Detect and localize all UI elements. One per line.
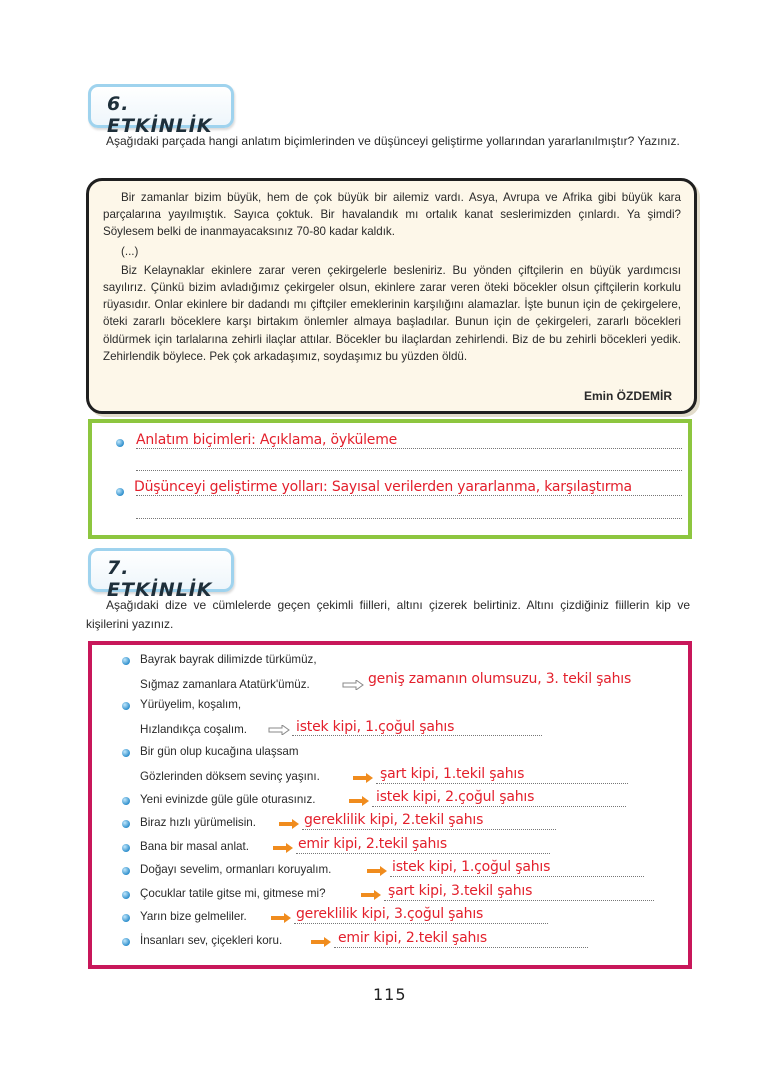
bullet-icon <box>122 820 130 828</box>
activity-6-title: 6. ETKİNLİK <box>107 93 213 137</box>
answer-line <box>294 923 548 924</box>
answer-line <box>390 876 644 877</box>
arrow-icon <box>352 773 374 783</box>
arrow-icon <box>360 890 382 900</box>
sentence: Biraz hızlı yürümelisin. <box>140 816 256 829</box>
sentence: Bana bir masal anlat. <box>140 840 249 853</box>
answer-line <box>372 806 626 807</box>
answer-item-9: gereklilik kipi, 3.çoğul şahıs <box>296 906 484 922</box>
arrow-icon <box>272 843 294 853</box>
bullet-icon <box>122 867 130 875</box>
passage-paragraph-1: Bir zamanlar bizim büyük, hem de çok büyük bir ailemiz vardı. Asya, Avrupa ve Afrika gibi büyük kara parçalarına yayılmıştık. Sayıca çoktuk. Bir havalandık mı ortalık kanat seslerimizden çınlardı. Ya şimdi? Söylesem belki de inanmayacaksınız 70-80 kadar kaldık. <box>103 191 681 239</box>
bullet-icon <box>122 749 130 757</box>
activity-7-answer-box <box>88 641 692 969</box>
sentence: İnsanları sev, çiçekleri koru. <box>140 934 283 947</box>
answer-item-7: istek kipi, 1.çoğul şahıs <box>392 859 551 875</box>
activity-6-badge <box>88 84 234 137</box>
arrow-icon <box>270 913 292 923</box>
answer-line <box>384 900 654 901</box>
activity-6-instruction: Aşağıdaki parçada hangi anlatım biçimlerinden ve düşünceyi geliştirme yollarından yararlanılmıştır? Yazınız. <box>106 134 680 148</box>
verse-line: Bayrak bayrak dilimizde türkümüz, <box>140 653 317 666</box>
passage-author: Emin ÖZDEMİR <box>583 389 672 403</box>
answer-thought-development: Düşünceyi geliştirme yolları: Sayısal verilerden yararlanma, karşılaştırma <box>134 479 632 495</box>
answer-item-4: istek kipi, 2.çoğul şahıs <box>376 789 535 805</box>
verse-line: Gözlerinden döksem sevinç yaşını. <box>140 770 320 783</box>
bullet-icon <box>122 657 130 665</box>
arrow-icon <box>310 937 332 947</box>
verse-line: Bir gün olup kucağına ulaşsam <box>140 745 299 758</box>
answer-narration-types: Anlatım biçimleri: Açıklama, öyküleme <box>136 432 398 448</box>
answer-line <box>376 783 628 784</box>
answer-item-5: gereklilik kipi, 2.tekil şahıs <box>304 812 484 828</box>
sentence: Yeni evinizde güle güle oturasınız. <box>140 793 316 806</box>
answer-item-1: geniş zamanın olumsuzu, 3. tekil şahıs <box>368 671 632 687</box>
answer-line <box>136 448 682 449</box>
activity-7-badge <box>88 548 234 601</box>
sentence: Yarın bize gelmeliler. <box>140 910 247 923</box>
reading-passage <box>86 178 697 414</box>
answer-item-3: şart kipi, 1.tekil şahıs <box>380 766 525 782</box>
bullet-icon <box>122 844 130 852</box>
answer-item-6: emir kipi, 2.tekil şahıs <box>298 836 447 852</box>
arrow-icon <box>366 866 388 876</box>
activity-6-answer-box <box>88 419 692 539</box>
bullet-icon <box>122 938 130 946</box>
bullet-icon <box>122 914 130 922</box>
answer-item-2: istek kipi, 1.çoğul şahıs <box>296 719 455 735</box>
page-number: 115 <box>373 985 407 1004</box>
bullet-icon <box>116 439 124 447</box>
verse-line: Sığmaz zamanlara Atatürk'ümüz. <box>140 678 310 691</box>
answer-line <box>136 470 682 471</box>
passage-ellipsis: (...) <box>121 244 139 258</box>
answer-line <box>292 735 542 736</box>
sentence: Çocuklar tatile gitse mi, gitmese mi? <box>140 887 326 900</box>
bullet-icon <box>116 488 124 496</box>
verse-line: Yürüyelim, koşalım, <box>140 698 242 711</box>
bullet-icon <box>122 891 130 899</box>
answer-line <box>296 853 550 854</box>
answer-item-10: emir kipi, 2.tekil şahıs <box>338 930 487 946</box>
sentence: Doğayı sevelim, ormanları koruyalım. <box>140 863 332 876</box>
answer-line <box>136 495 682 496</box>
answer-line <box>334 947 588 948</box>
arrow-icon <box>268 725 290 735</box>
arrow-icon <box>348 796 370 806</box>
arrow-icon <box>342 680 364 690</box>
bullet-icon <box>122 702 130 710</box>
bullet-icon <box>122 797 130 805</box>
verse-line: Hızlandıkça coşalım. <box>140 723 247 736</box>
answer-line <box>136 518 682 519</box>
passage-paragraph-2: Biz Kelaynaklar ekinlere zarar veren çekirgelerle besleniriz. Bu yönden çiftçilerin en büyük yardımcısı sayılırız. Çünkü bizim avladığımız çekirgeler olsun, ekinlere zarar veren öteki böcekler olsun çiftçilerin korkulu rüyasıdır. Onlar ekinlere bir dadandı mı çiftçiler emeklerinin karşılığını alamazlar. İşte bunun için de çekirgelere, öteki zararlı böceklere karşı birtakım önlemler almaya başladılar. Bunun için de çekirgeleri, zararlı böcekleri öldürmek için tarlalarına zehirli ilaçlar attılar. Böcekler bu ilaçlardan zehirlendi. Biz de bu zehirli böcekleri yedik. Zehirlendik böylece. Pek çok arkadaşımız, soydaşımız bu yüzden öldü. <box>103 263 681 363</box>
answer-line <box>302 829 556 830</box>
answer-item-8: şart kipi, 3.tekil şahıs <box>388 883 533 899</box>
activity-7-title: 7. ETKİNLİK <box>107 557 213 601</box>
arrow-icon <box>278 819 300 829</box>
activity-7-instruction: Aşağıdaki dize ve cümlelerde geçen çekimli fiilleri, altını çizerek belirtiniz. Altını çizdiğiniz fiillerin kip ve kişilerini yazınız. <box>86 598 690 631</box>
